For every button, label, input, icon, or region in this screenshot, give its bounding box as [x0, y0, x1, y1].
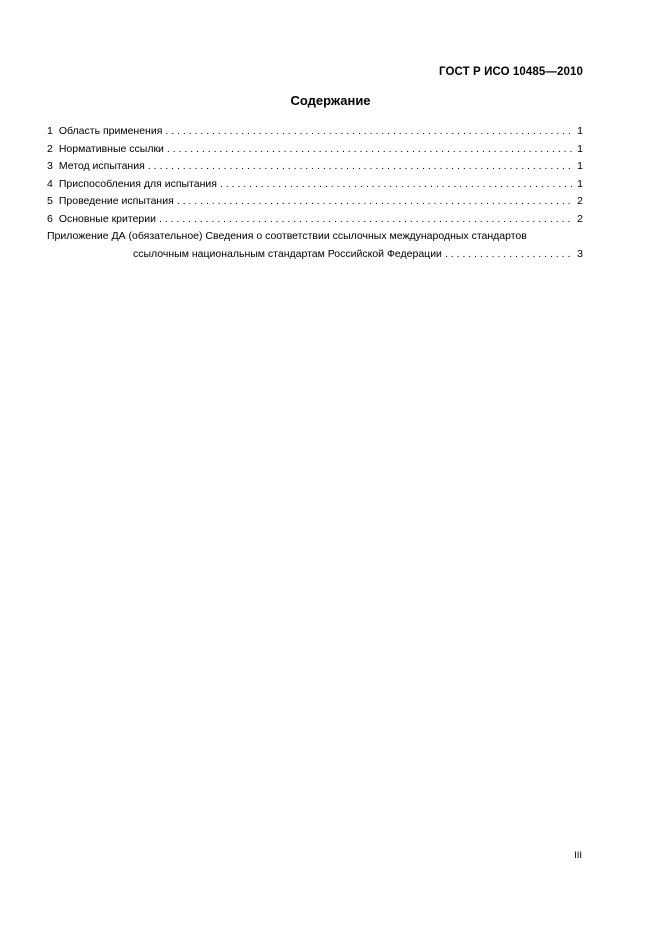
toc-entry[interactable] [47, 211, 583, 229]
toc-leader-dots [159, 211, 574, 229]
table-of-contents [47, 123, 583, 263]
toc-entry-page: 3 [577, 247, 583, 260]
toc-entry-number: 5 [47, 195, 53, 207]
toc-leader-dots [445, 246, 574, 264]
page-number: III [574, 850, 582, 861]
toc-entry-number: 2 [47, 142, 53, 155]
toc-entry[interactable] [47, 193, 583, 211]
toc-entry-page: 1 [577, 125, 583, 137]
toc-leader-dots [165, 123, 574, 141]
toc-entry-title: Проведение испытания [58, 195, 174, 207]
document-code: ГОСТ Р ИСО 10485—2010 [438, 66, 583, 78]
toc-entry-number: 3 [47, 160, 53, 172]
toc-entry-title: Нормативные ссылки [58, 142, 164, 155]
toc-entry-title: Область применения [58, 125, 163, 137]
toc-entry-page: 1 [577, 160, 583, 172]
toc-entry[interactable] [47, 176, 583, 194]
toc-annex-title: Приложение ДА (обязательное) Сведения о соответствии ссылочных международных стандартов [47, 230, 527, 242]
toc-entry[interactable] [47, 158, 583, 176]
toc-annex-title-cont: ссылочным национальным стандартам Российской Федерации [133, 247, 442, 260]
toc-title: Содержание [290, 93, 371, 108]
toc-entry-number: 1 [47, 125, 53, 137]
toc-annex-continuation [47, 246, 583, 264]
toc-entry-number: 6 [47, 212, 53, 225]
toc-entry-title: Основные критерии [58, 212, 156, 225]
toc-entry-page: 1 [577, 177, 583, 190]
toc-leader-dots [177, 193, 574, 211]
toc-entry-title: Метод испытания [58, 160, 145, 172]
toc-annex-entry[interactable] [47, 228, 583, 263]
toc-entry[interactable] [47, 141, 583, 159]
toc-entry-number: 4 [47, 177, 53, 190]
toc-entry-page: 1 [577, 142, 583, 155]
toc-leader-dots [148, 158, 574, 176]
toc-leader-dots [167, 141, 574, 159]
toc-entry-page: 2 [577, 195, 583, 207]
toc-entry-title: Приспособления для испытания [58, 177, 217, 190]
toc-leader-dots [220, 176, 574, 194]
toc-entry[interactable] [47, 123, 583, 141]
toc-entry-page: 2 [577, 212, 583, 225]
